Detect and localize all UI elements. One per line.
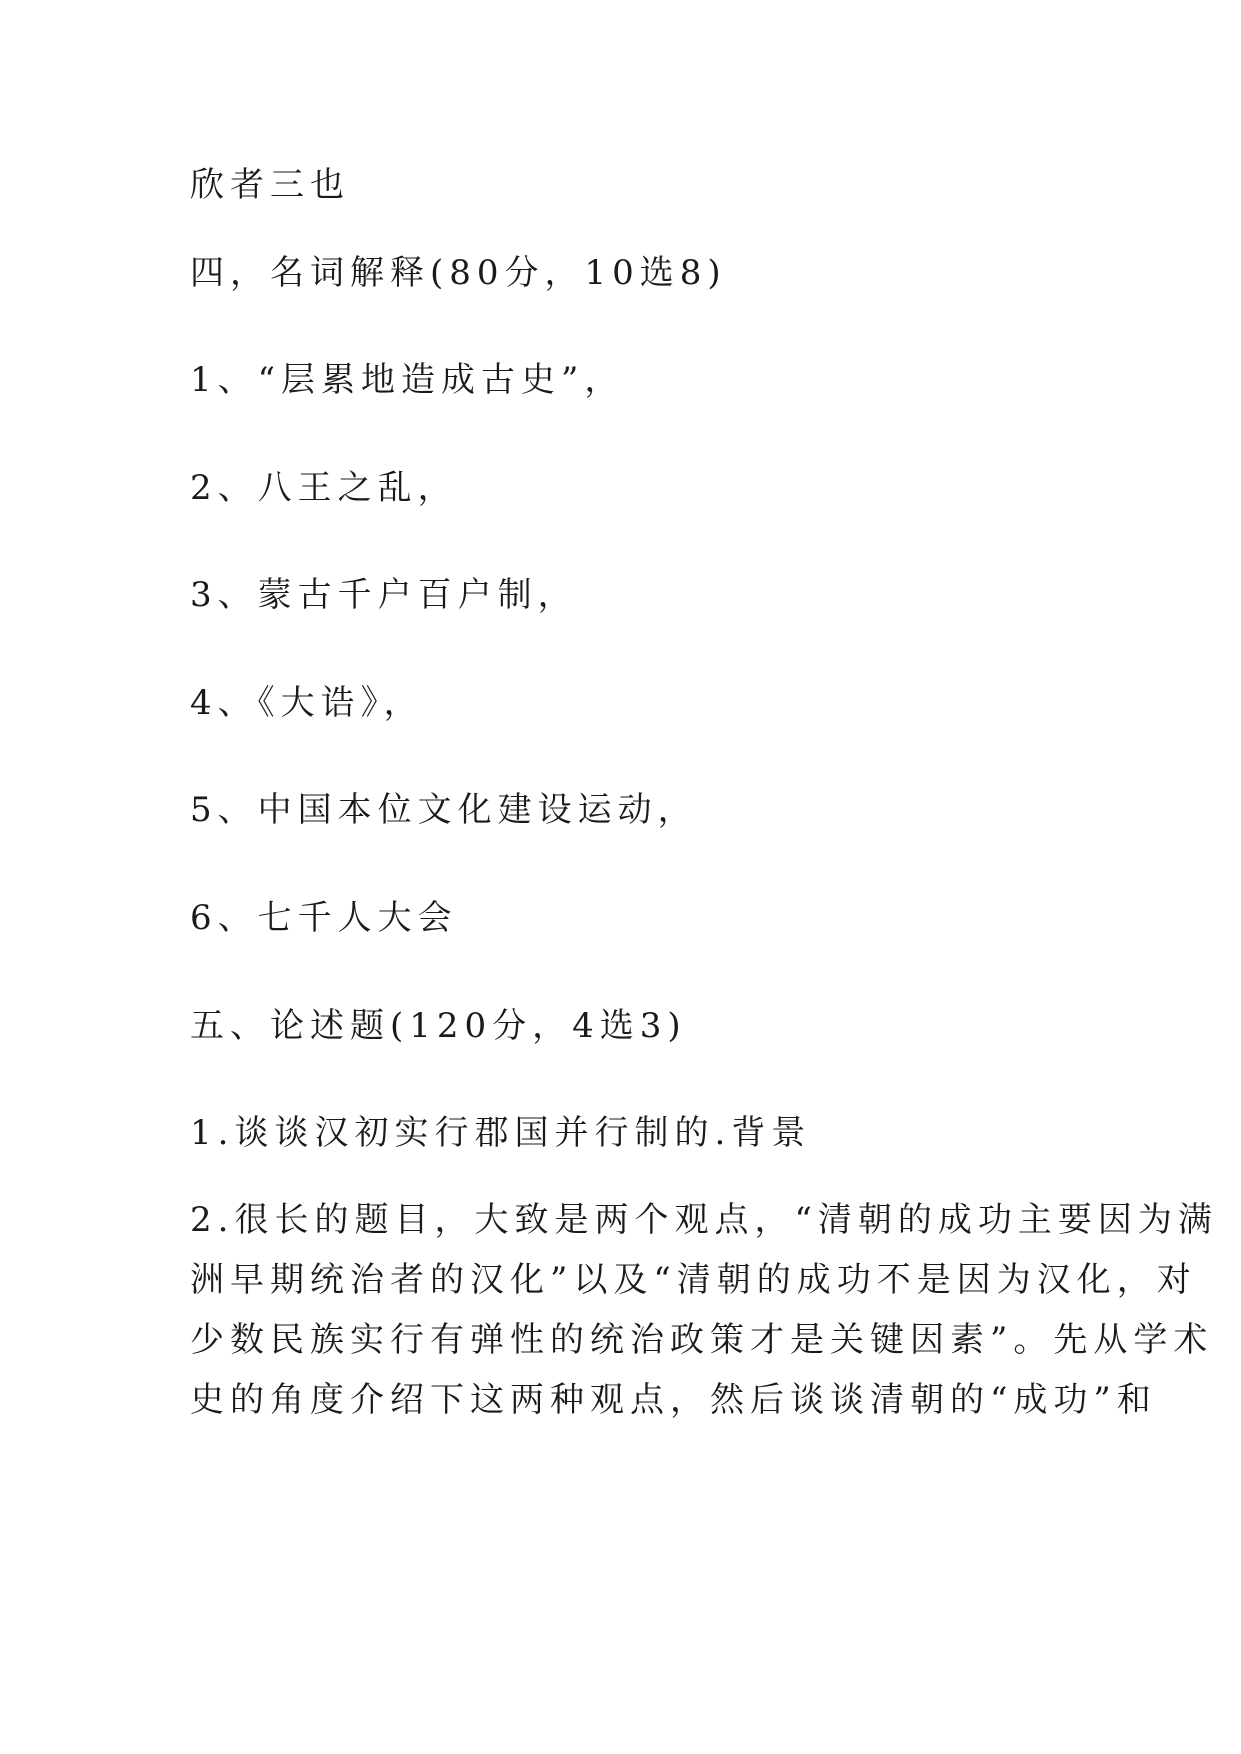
term-item-2: 2、八王之乱， xyxy=(190,468,458,508)
essay-item-2-row: 史的角度介绍下这两种观点，然后谈谈清朝的“成功”和 xyxy=(190,1380,1157,1420)
term-item-4: 4、《大诰》， xyxy=(190,683,424,723)
essay-item-2-row: 2.很长的题目，大致是两个观点，“清朝的成功主要因为满 xyxy=(190,1200,1218,1240)
term-item-6: 6、七千人大会 xyxy=(190,898,458,938)
term-item-1: 1、“层累地造成古史”， xyxy=(190,360,625,400)
text-line: 欣者三也 xyxy=(190,165,350,205)
essay-item-1: 1.谈谈汉初实行郡国并行制的.背景 xyxy=(190,1113,812,1153)
essay-item-2-row: 少数民族实行有弹性的统治政策才是关键因素”。先从学术 xyxy=(190,1320,1214,1360)
essay-item-2-row: 洲早期统治者的汉化”以及“清朝的成功不是因为汉化，对 xyxy=(190,1260,1197,1300)
term-item-5: 5、中国本位文化建设运动， xyxy=(190,790,698,830)
section-heading-terms: 四，名词解释(80分，10选8) xyxy=(190,253,727,293)
essay-item-2 xyxy=(190,1190,1218,1430)
term-item-3: 3、蒙古千户百户制， xyxy=(190,575,578,615)
section-heading-essay: 五、论述题(120分，4选3) xyxy=(190,1006,687,1046)
